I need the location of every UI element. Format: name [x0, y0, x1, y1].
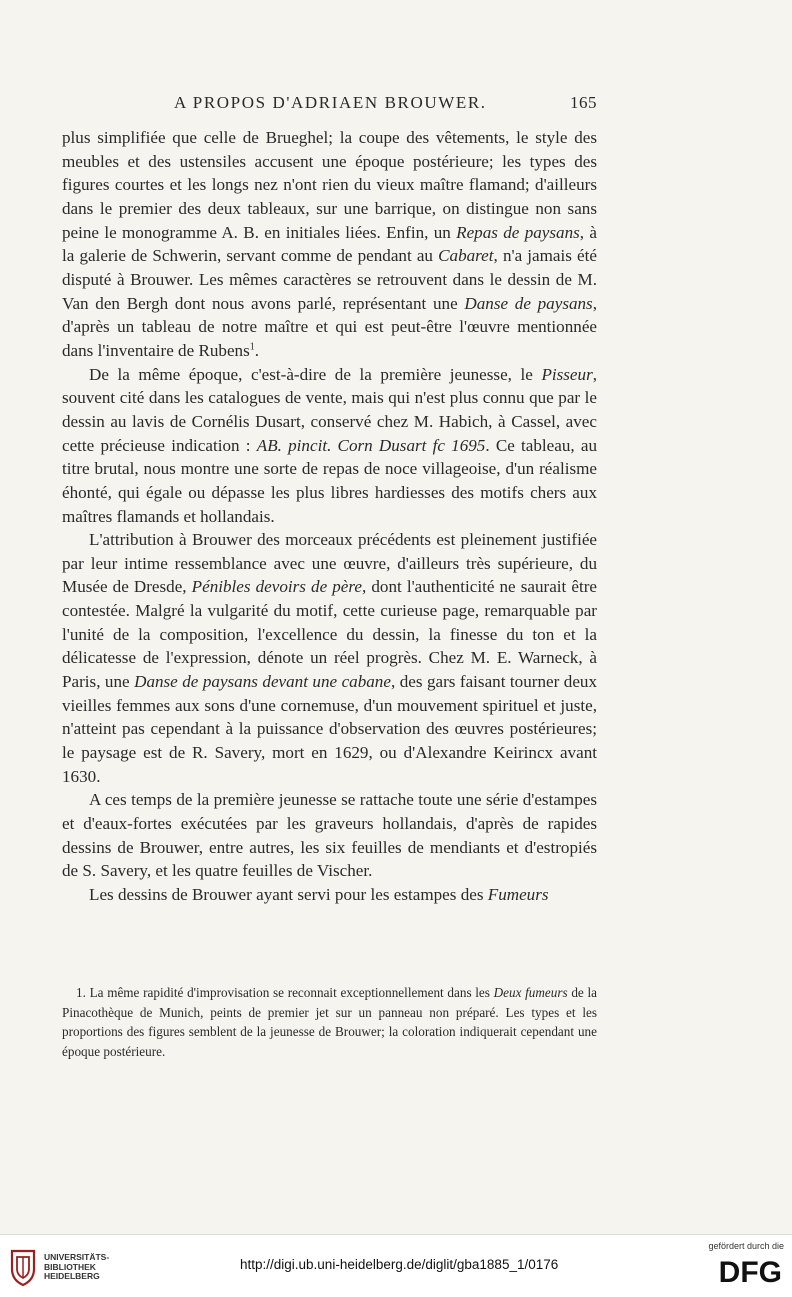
page-header	[62, 93, 597, 117]
dfg-logo[interactable]	[704, 1256, 784, 1286]
paragraph-5	[62, 883, 597, 907]
library-line-3: HEIDELBERG	[44, 1271, 100, 1281]
inscription: AB. pincit. Corn Dusart fc 1695	[256, 435, 486, 455]
text-run: , d'après un tableau de notre maître et qui est peut-être l'œuvre mentionnée dans l'inventaire de Rubens	[62, 293, 597, 360]
text-run: , des gars faisant tourner deux vieilles femmes aux sons d'une cornemuse, d'un mouvement spirituel et juste, n'atteint pas cependant à la puissance d'observation des œuvres postérieures; le paysage est de R. Savery, mort en 1629, ou d'Alexandre Keirincx avant 1630.	[62, 672, 597, 786]
permalink-url[interactable]: http://digi.ub.uni-heidelberg.de/diglit/gba1885_1/0176	[240, 1257, 559, 1272]
paragraph-1	[62, 126, 597, 363]
footnote-1	[62, 983, 597, 1061]
text-run: plus simplifiée que celle de Brueghel; la coupe des vêtements, le style des meubles et des ustensiles accusent une époque postérieure; les types des figures courtes et les longs nez n'ont rien du vieux maître flamand; d'ailleurs dans le premier des deux tableaux, sur une barrique, on distingue non sans peine le monogramme A. B. en initiales liées. Enfin, un	[62, 128, 597, 242]
text-run: , dont l'authenticité ne saurait être contestée. Malgré la vulgarité du motif, cette curieuse page, remarquable par l'unité de la composition, l'excellence du dessin, la finesse du ton et la délicatesse de l'expression, dénote un réel progrès. Chez M. E. Warneck, à Paris, une	[62, 577, 597, 692]
title-fumeurs: Fumeurs	[487, 885, 549, 904]
text-run: . Ce tableau, au titre brutal, nous montre une sorte de repas de noce villageoise, d'un réalisme éhonté, qui égale ou dépasse les plus libres hardiesses des motifs chers aux maîtres flamands et hollandais.	[62, 435, 598, 526]
text-run: de la Pinacothèque de Munich, peints de premier jet sur un panneau non préparé. Les types et les proportions des figures semblent de la jeunesse de Brouwer; la coloration indiquerait cependant une époque postérieure.	[62, 985, 597, 1059]
running-title: A PROPOS D'ADRIAEN BROUWER.	[174, 93, 487, 112]
title-danse-devant-cabane: Danse de paysans devant une cabane	[134, 672, 391, 692]
viewer-footer	[0, 1234, 792, 1297]
footnote-marker[interactable]: 1	[249, 341, 255, 353]
text-run: , souvent cité dans les catalogues de vente, mais qui n'est plus connu que par le dessin au lavis de Cornélis Dusart, conservé chez M. Habich, à Cassel, avec cette précieuse indication :	[62, 364, 597, 455]
funding-notice	[688, 1241, 784, 1291]
library-crest-icon	[8, 1247, 38, 1287]
library-line-1: UNIVERSITÄTS-	[44, 1252, 110, 1262]
title-cabaret: Cabaret	[438, 246, 494, 266]
title-penibles-devoirs: Pénibles devoirs de père	[191, 577, 362, 597]
library-line-2: BIBLIOTHEK	[44, 1261, 96, 1272]
text-run: .	[254, 340, 260, 360]
dfg-logo-text: DFG	[718, 1256, 782, 1286]
text-run: De la même époque, c'est-à-dire de la première jeunesse, le	[89, 364, 542, 384]
title-deux-fumeurs: Deux fumeurs	[493, 985, 568, 1000]
text-run: , à la galerie de Schwerin, servant comme de pendant au	[62, 222, 597, 266]
text-run: , n'a jamais été disputé à Brouwer. Les mêmes caractères se retrouvent dans le dessin de M. Van den Bergh dont nous avons parlé, représentant une	[62, 246, 597, 313]
library-name	[44, 1253, 109, 1282]
text-run: 1. La même rapidité d'improvisation se reconnait exceptionnellement dans les	[76, 985, 494, 1000]
text-run: L'attribution à Brouwer des morceaux précédents est pleinement justifiée par leur intime ressemblance avec une œuvre, d'ailleurs très supérieure, du Musée de Dresde,	[62, 530, 597, 597]
paragraph-2	[62, 363, 597, 529]
title-danse-de-paysans: Danse de paysans	[464, 293, 593, 313]
text-run: Les dessins de Brouwer ayant servi pour les estampes des	[89, 885, 488, 904]
body-text	[62, 126, 597, 907]
page-number: 165	[570, 93, 597, 112]
footnotes	[62, 983, 597, 1061]
paragraph-4: A ces temps de la première jeunesse se rattache toute une série d'estampes et d'eaux-fortes exécutées par les graveurs hollandais, d'après de rapides dessins de Brouwer, entre autres, les six feuilles de mendiants et d'estropiés de S. Savery, et les quatre feuilles de Vischer.	[62, 790, 597, 881]
paragraph-3	[62, 528, 597, 788]
title-pisseur: Pisseur	[541, 364, 593, 384]
funded-by-label: gefördert durch die	[708, 1241, 784, 1251]
library-logo[interactable]	[8, 1247, 128, 1287]
title-repas-de-paysans: Repas de paysans	[456, 222, 580, 242]
